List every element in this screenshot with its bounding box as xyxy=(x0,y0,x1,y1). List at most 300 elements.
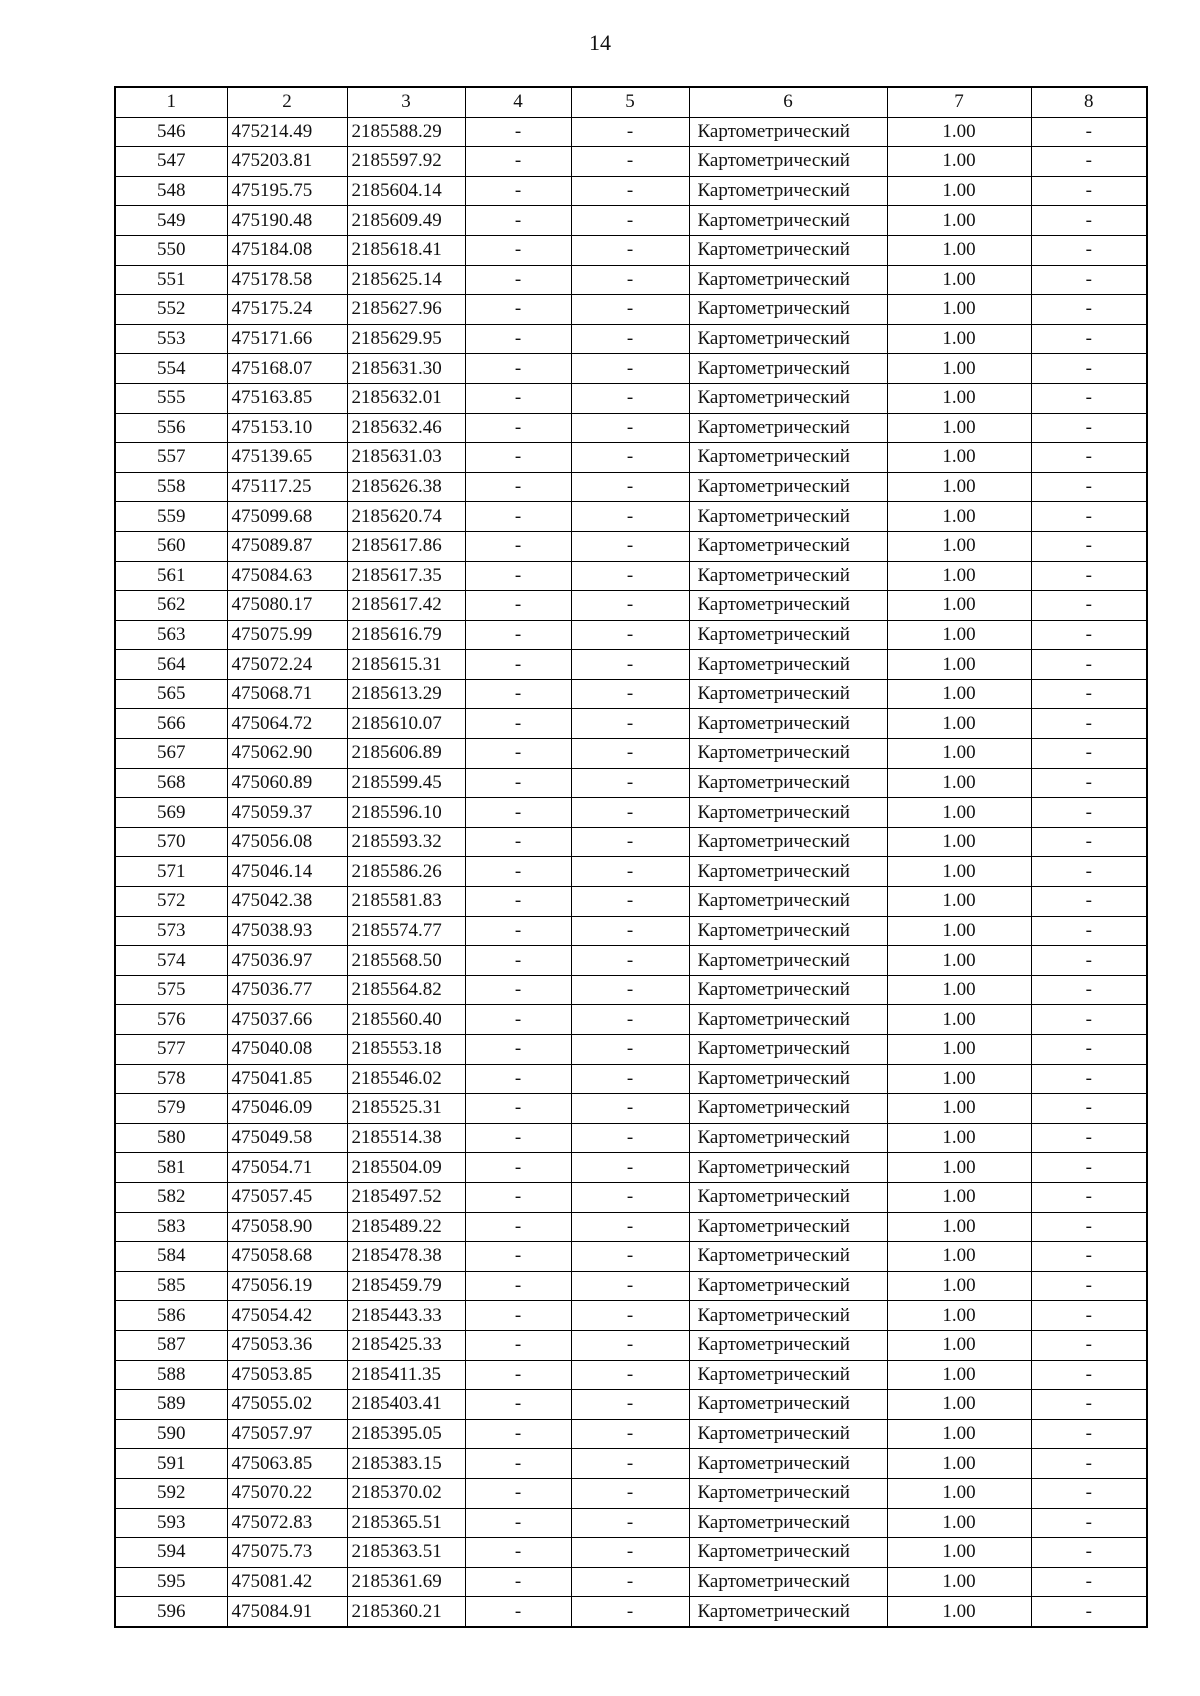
method-cell: Картометрический xyxy=(689,1597,887,1627)
method-cell: Картометрический xyxy=(689,1182,887,1212)
col4-cell: - xyxy=(465,1419,571,1449)
table-row xyxy=(115,206,1147,236)
point-number-cell: 551 xyxy=(115,265,227,295)
y-coordinate-cell: 2185395.05 xyxy=(347,1419,465,1449)
x-coordinate-cell: 475046.09 xyxy=(227,1094,347,1124)
col4-cell: - xyxy=(465,1005,571,1035)
table-row xyxy=(115,1271,1147,1301)
col4-cell: - xyxy=(465,1064,571,1094)
y-coordinate-cell: 2185610.07 xyxy=(347,709,465,739)
method-cell: Картометрический xyxy=(689,591,887,621)
col8-cell: - xyxy=(1031,620,1147,650)
col5-cell: - xyxy=(571,827,689,857)
col5-cell: - xyxy=(571,531,689,561)
x-coordinate-cell: 475195.75 xyxy=(227,176,347,206)
col8-cell: - xyxy=(1031,679,1147,709)
col4-cell: - xyxy=(465,1478,571,1508)
method-cell: Картометрический xyxy=(689,324,887,354)
accuracy-cell: 1.00 xyxy=(887,946,1031,976)
col4-cell: - xyxy=(465,591,571,621)
col5-cell: - xyxy=(571,1242,689,1272)
col8-cell: - xyxy=(1031,975,1147,1005)
accuracy-cell: 1.00 xyxy=(887,679,1031,709)
col8-cell: - xyxy=(1031,324,1147,354)
col8-cell: - xyxy=(1031,117,1147,147)
y-coordinate-cell: 2185497.52 xyxy=(347,1182,465,1212)
method-cell: Картометрический xyxy=(689,916,887,946)
x-coordinate-cell: 475084.91 xyxy=(227,1597,347,1627)
accuracy-cell: 1.00 xyxy=(887,709,1031,739)
accuracy-cell: 1.00 xyxy=(887,117,1031,147)
col5-cell: - xyxy=(571,620,689,650)
col8-cell: - xyxy=(1031,1094,1147,1124)
col5-cell: - xyxy=(571,235,689,265)
col8-cell: - xyxy=(1031,591,1147,621)
col5-cell: - xyxy=(571,295,689,325)
accuracy-cell: 1.00 xyxy=(887,1094,1031,1124)
accuracy-cell: 1.00 xyxy=(887,443,1031,473)
method-cell: Картометрический xyxy=(689,1567,887,1597)
col4-cell: - xyxy=(465,887,571,917)
accuracy-cell: 1.00 xyxy=(887,768,1031,798)
table-row xyxy=(115,1094,1147,1124)
table-row xyxy=(115,1330,1147,1360)
col4-cell: - xyxy=(465,1242,571,1272)
y-coordinate-cell: 2185403.41 xyxy=(347,1390,465,1420)
col4-cell: - xyxy=(465,561,571,591)
col4-cell: - xyxy=(465,1330,571,1360)
col4-cell: - xyxy=(465,295,571,325)
col8-cell: - xyxy=(1031,1005,1147,1035)
point-number-cell: 556 xyxy=(115,413,227,443)
method-cell: Картометрический xyxy=(689,206,887,236)
y-coordinate-cell: 2185365.51 xyxy=(347,1508,465,1538)
method-cell: Картометрический xyxy=(689,265,887,295)
table-row xyxy=(115,117,1147,147)
y-coordinate-cell: 2185631.03 xyxy=(347,443,465,473)
table-row xyxy=(115,147,1147,177)
col5-cell: - xyxy=(571,472,689,502)
table-row xyxy=(115,531,1147,561)
col4-cell: - xyxy=(465,324,571,354)
col5-cell: - xyxy=(571,324,689,354)
method-cell: Картометрический xyxy=(689,620,887,650)
y-coordinate-cell: 2185411.35 xyxy=(347,1360,465,1390)
method-cell: Картометрический xyxy=(689,1035,887,1065)
col8-cell: - xyxy=(1031,650,1147,680)
y-coordinate-cell: 2185617.86 xyxy=(347,531,465,561)
x-coordinate-cell: 475059.37 xyxy=(227,798,347,828)
col8-cell: - xyxy=(1031,1271,1147,1301)
y-coordinate-cell: 2185599.45 xyxy=(347,768,465,798)
method-cell: Картометрический xyxy=(689,857,887,887)
x-coordinate-cell: 475168.07 xyxy=(227,354,347,384)
col5-cell: - xyxy=(571,1182,689,1212)
col4-cell: - xyxy=(465,975,571,1005)
x-coordinate-cell: 475056.19 xyxy=(227,1271,347,1301)
y-coordinate-cell: 2185596.10 xyxy=(347,798,465,828)
x-coordinate-cell: 475068.71 xyxy=(227,679,347,709)
col4-cell: - xyxy=(465,1212,571,1242)
col8-cell: - xyxy=(1031,1508,1147,1538)
y-coordinate-cell: 2185568.50 xyxy=(347,946,465,976)
y-coordinate-cell: 2185361.69 xyxy=(347,1567,465,1597)
col4-cell: - xyxy=(465,798,571,828)
method-cell: Картометрический xyxy=(689,1271,887,1301)
col5-cell: - xyxy=(571,1005,689,1035)
y-coordinate-cell: 2185489.22 xyxy=(347,1212,465,1242)
point-number-cell: 554 xyxy=(115,354,227,384)
x-coordinate-cell: 475056.08 xyxy=(227,827,347,857)
table-row xyxy=(115,739,1147,769)
table-row xyxy=(115,679,1147,709)
col4-cell: - xyxy=(465,1508,571,1538)
method-cell: Картометрический xyxy=(689,561,887,591)
y-coordinate-cell: 2185625.14 xyxy=(347,265,465,295)
table-row xyxy=(115,827,1147,857)
point-number-cell: 581 xyxy=(115,1153,227,1183)
method-cell: Картометрический xyxy=(689,147,887,177)
col5-cell: - xyxy=(571,1567,689,1597)
col8-cell: - xyxy=(1031,443,1147,473)
y-coordinate-cell: 2185632.46 xyxy=(347,413,465,443)
x-coordinate-cell: 475081.42 xyxy=(227,1567,347,1597)
table-row xyxy=(115,1360,1147,1390)
x-coordinate-cell: 475060.89 xyxy=(227,768,347,798)
col8-cell: - xyxy=(1031,502,1147,532)
col8-cell: - xyxy=(1031,1390,1147,1420)
col8-cell: - xyxy=(1031,1123,1147,1153)
x-coordinate-cell: 475163.85 xyxy=(227,383,347,413)
accuracy-cell: 1.00 xyxy=(887,265,1031,295)
point-number-cell: 565 xyxy=(115,679,227,709)
y-coordinate-cell: 2185360.21 xyxy=(347,1597,465,1627)
accuracy-cell: 1.00 xyxy=(887,650,1031,680)
point-number-cell: 552 xyxy=(115,295,227,325)
point-number-cell: 583 xyxy=(115,1212,227,1242)
method-cell: Картометрический xyxy=(689,1005,887,1035)
y-coordinate-cell: 2185617.42 xyxy=(347,591,465,621)
table-row xyxy=(115,443,1147,473)
col5-cell: - xyxy=(571,265,689,295)
col5-cell: - xyxy=(571,413,689,443)
method-cell: Картометрический xyxy=(689,1508,887,1538)
point-number-cell: 559 xyxy=(115,502,227,532)
col5-cell: - xyxy=(571,916,689,946)
method-cell: Картометрический xyxy=(689,1064,887,1094)
col8-cell: - xyxy=(1031,768,1147,798)
table-row xyxy=(115,265,1147,295)
col4-cell: - xyxy=(465,383,571,413)
col5-cell: - xyxy=(571,709,689,739)
col8-cell: - xyxy=(1031,739,1147,769)
y-coordinate-cell: 2185383.15 xyxy=(347,1449,465,1479)
point-number-cell: 564 xyxy=(115,650,227,680)
y-coordinate-cell: 2185593.32 xyxy=(347,827,465,857)
method-cell: Картометрический xyxy=(689,1123,887,1153)
col5-cell: - xyxy=(571,679,689,709)
col5-cell: - xyxy=(571,739,689,769)
x-coordinate-cell: 475070.22 xyxy=(227,1478,347,1508)
accuracy-cell: 1.00 xyxy=(887,354,1031,384)
col8-cell: - xyxy=(1031,1064,1147,1094)
y-coordinate-cell: 2185620.74 xyxy=(347,502,465,532)
x-coordinate-cell: 475072.83 xyxy=(227,1508,347,1538)
method-cell: Картометрический xyxy=(689,176,887,206)
point-number-cell: 563 xyxy=(115,620,227,650)
col8-cell: - xyxy=(1031,1360,1147,1390)
table-row xyxy=(115,1567,1147,1597)
point-number-cell: 584 xyxy=(115,1242,227,1272)
point-number-cell: 555 xyxy=(115,383,227,413)
point-number-cell: 589 xyxy=(115,1390,227,1420)
accuracy-cell: 1.00 xyxy=(887,1478,1031,1508)
table-row xyxy=(115,1212,1147,1242)
point-number-cell: 547 xyxy=(115,147,227,177)
table-row xyxy=(115,1301,1147,1331)
col4-cell: - xyxy=(465,1094,571,1124)
point-number-cell: 594 xyxy=(115,1538,227,1568)
y-coordinate-cell: 2185546.02 xyxy=(347,1064,465,1094)
accuracy-cell: 1.00 xyxy=(887,413,1031,443)
accuracy-cell: 1.00 xyxy=(887,1301,1031,1331)
y-coordinate-cell: 2185586.26 xyxy=(347,857,465,887)
accuracy-cell: 1.00 xyxy=(887,1005,1031,1035)
point-number-cell: 579 xyxy=(115,1094,227,1124)
accuracy-cell: 1.00 xyxy=(887,1064,1031,1094)
x-coordinate-cell: 475058.90 xyxy=(227,1212,347,1242)
col5-cell: - xyxy=(571,1035,689,1065)
method-cell: Картометрический xyxy=(689,472,887,502)
column-header: 7 xyxy=(887,87,1031,117)
point-number-cell: 566 xyxy=(115,709,227,739)
y-coordinate-cell: 2185560.40 xyxy=(347,1005,465,1035)
method-cell: Картометрический xyxy=(689,502,887,532)
point-number-cell: 571 xyxy=(115,857,227,887)
method-cell: Картометрический xyxy=(689,354,887,384)
point-number-cell: 561 xyxy=(115,561,227,591)
accuracy-cell: 1.00 xyxy=(887,147,1031,177)
table-row xyxy=(115,768,1147,798)
table-row xyxy=(115,916,1147,946)
col8-cell: - xyxy=(1031,1597,1147,1627)
method-cell: Картометрический xyxy=(689,1330,887,1360)
y-coordinate-cell: 2185363.51 xyxy=(347,1538,465,1568)
col8-cell: - xyxy=(1031,1035,1147,1065)
point-number-cell: 585 xyxy=(115,1271,227,1301)
table-row xyxy=(115,1153,1147,1183)
col4-cell: - xyxy=(465,443,571,473)
point-number-cell: 587 xyxy=(115,1330,227,1360)
y-coordinate-cell: 2185581.83 xyxy=(347,887,465,917)
method-cell: Картометрический xyxy=(689,1360,887,1390)
col8-cell: - xyxy=(1031,887,1147,917)
y-coordinate-cell: 2185597.92 xyxy=(347,147,465,177)
accuracy-cell: 1.00 xyxy=(887,1419,1031,1449)
col8-cell: - xyxy=(1031,1212,1147,1242)
y-coordinate-cell: 2185609.49 xyxy=(347,206,465,236)
method-cell: Картометрический xyxy=(689,1390,887,1420)
col5-cell: - xyxy=(571,1360,689,1390)
table-row xyxy=(115,591,1147,621)
col5-cell: - xyxy=(571,887,689,917)
x-coordinate-cell: 475042.38 xyxy=(227,887,347,917)
table-row xyxy=(115,798,1147,828)
col5-cell: - xyxy=(571,1123,689,1153)
accuracy-cell: 1.00 xyxy=(887,1508,1031,1538)
accuracy-cell: 1.00 xyxy=(887,531,1031,561)
col4-cell: - xyxy=(465,206,571,236)
method-cell: Картометрический xyxy=(689,1449,887,1479)
x-coordinate-cell: 475040.08 xyxy=(227,1035,347,1065)
col5-cell: - xyxy=(571,443,689,473)
method-cell: Картометрический xyxy=(689,975,887,1005)
col8-cell: - xyxy=(1031,1301,1147,1331)
accuracy-cell: 1.00 xyxy=(887,502,1031,532)
method-cell: Картометрический xyxy=(689,887,887,917)
method-cell: Картометрический xyxy=(689,709,887,739)
column-header: 4 xyxy=(465,87,571,117)
method-cell: Картометрический xyxy=(689,739,887,769)
accuracy-cell: 1.00 xyxy=(887,1390,1031,1420)
accuracy-cell: 1.00 xyxy=(887,1123,1031,1153)
accuracy-cell: 1.00 xyxy=(887,1597,1031,1627)
x-coordinate-cell: 475089.87 xyxy=(227,531,347,561)
col4-cell: - xyxy=(465,620,571,650)
point-number-cell: 550 xyxy=(115,235,227,265)
y-coordinate-cell: 2185617.35 xyxy=(347,561,465,591)
table-row xyxy=(115,620,1147,650)
accuracy-cell: 1.00 xyxy=(887,916,1031,946)
table-row xyxy=(115,1390,1147,1420)
method-cell: Картометрический xyxy=(689,1153,887,1183)
col4-cell: - xyxy=(465,265,571,295)
col4-cell: - xyxy=(465,650,571,680)
table-row xyxy=(115,176,1147,206)
method-cell: Картометрический xyxy=(689,827,887,857)
y-coordinate-cell: 2185443.33 xyxy=(347,1301,465,1331)
col5-cell: - xyxy=(571,176,689,206)
col5-cell: - xyxy=(571,975,689,1005)
col4-cell: - xyxy=(465,1449,571,1479)
table-row xyxy=(115,709,1147,739)
col4-cell: - xyxy=(465,235,571,265)
col5-cell: - xyxy=(571,650,689,680)
table-row xyxy=(115,1449,1147,1479)
point-number-cell: 568 xyxy=(115,768,227,798)
x-coordinate-cell: 475075.73 xyxy=(227,1538,347,1568)
x-coordinate-cell: 475053.36 xyxy=(227,1330,347,1360)
table-row xyxy=(115,324,1147,354)
table-row xyxy=(115,1419,1147,1449)
col8-cell: - xyxy=(1031,147,1147,177)
table-row xyxy=(115,472,1147,502)
point-number-cell: 576 xyxy=(115,1005,227,1035)
method-cell: Картометрический xyxy=(689,443,887,473)
point-number-cell: 558 xyxy=(115,472,227,502)
table-row xyxy=(115,650,1147,680)
column-header: 6 xyxy=(689,87,887,117)
accuracy-cell: 1.00 xyxy=(887,857,1031,887)
method-cell: Картометрический xyxy=(689,946,887,976)
col8-cell: - xyxy=(1031,1242,1147,1272)
col5-cell: - xyxy=(571,857,689,887)
col8-cell: - xyxy=(1031,472,1147,502)
col5-cell: - xyxy=(571,1330,689,1360)
x-coordinate-cell: 475055.02 xyxy=(227,1390,347,1420)
accuracy-cell: 1.00 xyxy=(887,1153,1031,1183)
y-coordinate-cell: 2185504.09 xyxy=(347,1153,465,1183)
page-number: 14 xyxy=(589,30,611,55)
x-coordinate-cell: 475054.71 xyxy=(227,1153,347,1183)
method-cell: Картометрический xyxy=(689,1242,887,1272)
x-coordinate-cell: 475041.85 xyxy=(227,1064,347,1094)
table-row xyxy=(115,946,1147,976)
x-coordinate-cell: 475072.24 xyxy=(227,650,347,680)
col8-cell: - xyxy=(1031,827,1147,857)
table-row xyxy=(115,502,1147,532)
point-number-cell: 574 xyxy=(115,946,227,976)
accuracy-cell: 1.00 xyxy=(887,739,1031,769)
x-coordinate-cell: 475053.85 xyxy=(227,1360,347,1390)
method-cell: Картометрический xyxy=(689,383,887,413)
col8-cell: - xyxy=(1031,946,1147,976)
point-number-cell: 575 xyxy=(115,975,227,1005)
x-coordinate-cell: 475054.42 xyxy=(227,1301,347,1331)
method-cell: Картометрический xyxy=(689,531,887,561)
col4-cell: - xyxy=(465,1597,571,1627)
col4-cell: - xyxy=(465,1390,571,1420)
method-cell: Картометрический xyxy=(689,1094,887,1124)
col5-cell: - xyxy=(571,147,689,177)
accuracy-cell: 1.00 xyxy=(887,975,1031,1005)
accuracy-cell: 1.00 xyxy=(887,1567,1031,1597)
table-row xyxy=(115,887,1147,917)
col4-cell: - xyxy=(465,946,571,976)
table-row xyxy=(115,1005,1147,1035)
y-coordinate-cell: 2185629.95 xyxy=(347,324,465,354)
accuracy-cell: 1.00 xyxy=(887,798,1031,828)
col5-cell: - xyxy=(571,502,689,532)
y-coordinate-cell: 2185459.79 xyxy=(347,1271,465,1301)
x-coordinate-cell: 475117.25 xyxy=(227,472,347,502)
point-number-cell: 572 xyxy=(115,887,227,917)
point-number-cell: 591 xyxy=(115,1449,227,1479)
x-coordinate-cell: 475099.68 xyxy=(227,502,347,532)
y-coordinate-cell: 2185425.33 xyxy=(347,1330,465,1360)
table-row xyxy=(115,413,1147,443)
method-cell: Картометрический xyxy=(689,413,887,443)
y-coordinate-cell: 2185370.02 xyxy=(347,1478,465,1508)
col5-cell: - xyxy=(571,1390,689,1420)
x-coordinate-cell: 475057.97 xyxy=(227,1419,347,1449)
column-header: 3 xyxy=(347,87,465,117)
table-row xyxy=(115,354,1147,384)
col4-cell: - xyxy=(465,147,571,177)
x-coordinate-cell: 475084.63 xyxy=(227,561,347,591)
column-header: 5 xyxy=(571,87,689,117)
accuracy-cell: 1.00 xyxy=(887,472,1031,502)
x-coordinate-cell: 475171.66 xyxy=(227,324,347,354)
method-cell: Картометрический xyxy=(689,1419,887,1449)
point-number-cell: 578 xyxy=(115,1064,227,1094)
table-row xyxy=(115,235,1147,265)
col4-cell: - xyxy=(465,176,571,206)
table-row xyxy=(115,1064,1147,1094)
point-number-cell: 586 xyxy=(115,1301,227,1331)
col5-cell: - xyxy=(571,117,689,147)
accuracy-cell: 1.00 xyxy=(887,1449,1031,1479)
